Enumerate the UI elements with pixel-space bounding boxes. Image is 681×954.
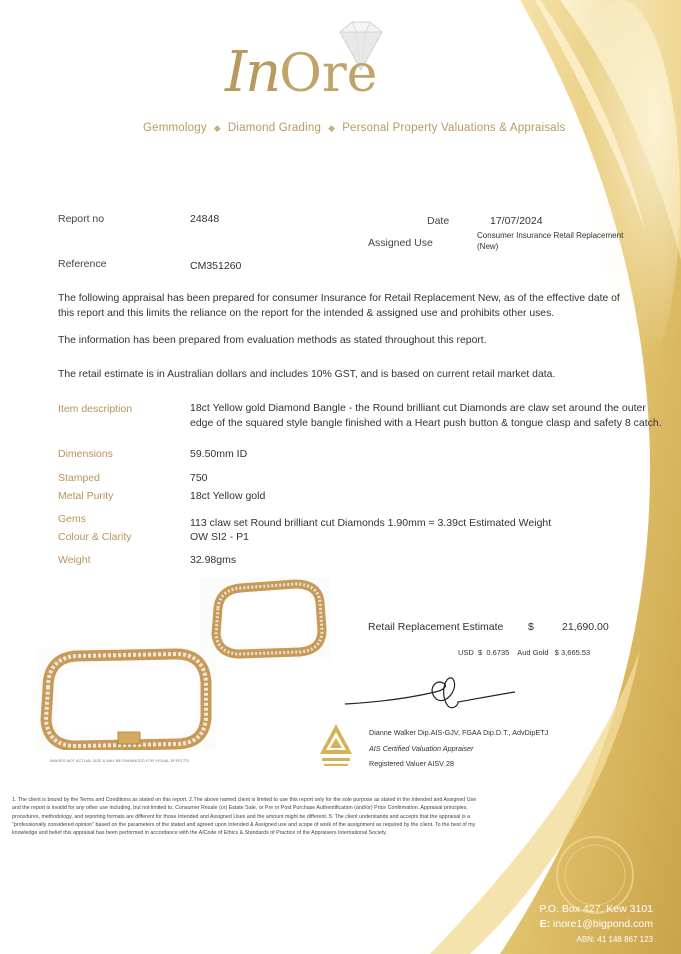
stamped-label: Stamped [58, 472, 101, 484]
email-value: inore1@bigpond.com [553, 918, 653, 930]
photo-caption: IMAGES NOT ACTUAL SIZE & MAY BE ENHANCED FOR VISUAL EFFECTS [50, 758, 189, 763]
diamond-bullet-icon: ◆ [328, 123, 336, 133]
dimensions-label: Dimensions [58, 448, 113, 460]
signatory-registration: Registered Valuer AISV 28 [369, 759, 454, 768]
bangle-photo-top [200, 578, 330, 660]
bangle-photo-bottom [36, 648, 216, 750]
date-label: Date [427, 215, 450, 227]
colour-clarity-label: Colour & Clarity [58, 531, 132, 543]
usd-rate: 0.6735 [486, 648, 510, 657]
tagline-item: Personal Property Valuations & Appraisals [342, 122, 566, 134]
date-value: 17/07/2024 [490, 215, 543, 227]
report-no-value: 24848 [190, 213, 220, 225]
metal-purity-label: Metal Purity [58, 490, 114, 502]
assigned-use-value [477, 230, 623, 252]
intro-paragraph: The following appraisal has been prepared for consumer Insurance for Retail Replacement New, as of the effective date of this report and this limits the reliance on the report for the intended & assigned use and prohibits other uses. [58, 293, 620, 319]
weight-label: Weight [58, 554, 91, 566]
terms-and-conditions: 1. The client is bound by the Terms and Conditions as stated on this report. 2.The above named client is limited to use this report only for the sole purpose as stated in the Intended and Assigned Use and the report is invalid for any other use including, but not limited to, Consumer Resale (or) Estate Sale, or Pre or Post Purchase Authentification (and/or) Price Confirmation. Appraisal principles, procedures, methodology, and reporting formats are different for those Intended and Assigned Uses and the amount might be different. 5. The client understands and accepts that the appraisal is a "professionally considered opinion" based on the parameters of the stated and agreed upon Intended & Assigned use and scope of work of the assignment as required by the client. To the best of my knowledge and belief this appraisal has been performed in accordance with the AICode of Ethics & Standards of Practice of the Appraisers International Society. [12, 797, 477, 837]
tagline-item: Diamond Grading [227, 122, 322, 134]
assigned-use-label: Assigned Use [368, 237, 433, 249]
colour-clarity-value: OW SI2 - P1 [190, 531, 249, 543]
aud-gold-value: $ 3,665.53 [554, 648, 591, 657]
estimate-value: 21,690.00 [562, 621, 609, 633]
handwritten-signature [340, 672, 520, 716]
email-label: E: [539, 918, 551, 930]
exchange-rates [458, 648, 590, 657]
usd-label: USD [458, 648, 474, 657]
estimate-currency: $ [528, 621, 534, 633]
registered-valuer-badge-icon [316, 716, 356, 772]
company-tagline [143, 122, 566, 134]
metal-purity-value: 18ct Yellow gold [190, 490, 266, 502]
company-logo [225, 40, 377, 105]
reference-label: Reference [58, 258, 107, 270]
reference-value: CM351260 [190, 260, 242, 272]
dimensions-value: 59.50mm ID [190, 448, 248, 460]
method-paragraph: The information has been prepared from evaluation methods as stated throughout this report. [58, 335, 487, 346]
logo-ore-text: Ore [279, 44, 378, 104]
report-no-label: Report no [58, 213, 105, 225]
item-description-line: edge of the squared style bangle finished with a Heart push button & tongue clasp and safety 8 catch. [190, 417, 662, 429]
contact-address: P.O. Box 427, Kew 3101 [539, 903, 653, 915]
signatory-name: Dianne Walker Dip.AIS-GJV, FGAA Dip.D.T., AdvDipETJ [369, 728, 549, 737]
assigned-use-line: (New) [477, 242, 499, 251]
item-description-line: 18ct Yellow gold Diamond Bangle - the Round brilliant cut Diamonds are claw set around the outer [190, 402, 646, 414]
estimate-label: Retail Replacement Estimate [368, 621, 504, 633]
gems-value: 113 claw set Round brilliant cut Diamonds 1.90mm = 3.39ct Estimated Weight [190, 517, 552, 529]
weight-value: 32.98gms [190, 554, 237, 566]
tagline-item: Gemmology [143, 122, 207, 134]
stamped-value: 750 [190, 472, 208, 484]
contact-email [540, 918, 653, 930]
estimate-paragraph: The retail estimate is in Australian dollars and includes 10% GST, and is based on current retail market data. [58, 369, 556, 380]
usd-symbol: $ [478, 648, 483, 657]
item-description-label: Item description [58, 403, 133, 415]
gems-label: Gems [58, 513, 87, 525]
assigned-use-line: Consumer Insurance Retail Replacement [477, 231, 624, 240]
signatory-title: AIS Certified Valuation Appraiser [369, 744, 474, 753]
contact-abn: ABN: 41 148 867 123 [576, 935, 653, 944]
logo-script-text: In [225, 40, 280, 105]
diamond-bullet-icon: ◆ [213, 123, 221, 133]
aud-gold-label: Aud Gold [517, 648, 549, 657]
